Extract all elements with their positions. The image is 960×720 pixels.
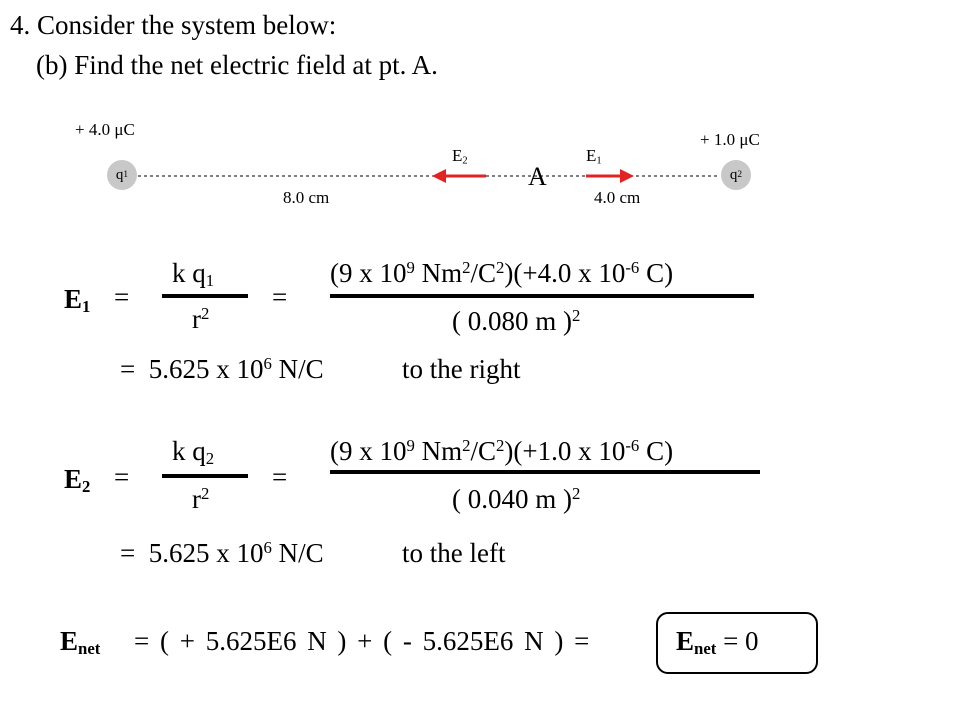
distance-right-label: 4.0 cm bbox=[594, 188, 641, 207]
e2-equals: = bbox=[114, 462, 130, 492]
e2-denominator: $r^2$ bbox=[192, 483, 210, 514]
q2-charge-icon: q 2 bbox=[721, 160, 751, 190]
e1-substitution-denominator: ( 0.080 m )$^2$ bbox=[452, 305, 581, 336]
e1-substitution-bar bbox=[330, 294, 754, 298]
diagram-lines bbox=[0, 0, 960, 220]
q1-charge-value: + 4.0 μC bbox=[75, 120, 135, 139]
e1-numerator: k $q_1$ bbox=[172, 258, 215, 291]
point-a-label: A bbox=[528, 162, 547, 191]
e1-equals-2: = bbox=[272, 282, 288, 312]
e1-label: $E_1$ bbox=[586, 146, 602, 167]
e1-result: = 5.625 x $10^6$ N/C bbox=[120, 353, 324, 384]
e2-symbol: $E_2$ bbox=[64, 464, 91, 497]
e2-result: = 5.625 x $10^6$ N/C bbox=[120, 537, 324, 568]
e1-direction: to the right bbox=[402, 354, 521, 384]
e2-direction: to the left bbox=[402, 538, 506, 568]
e1-symbol: $E_1$ bbox=[64, 284, 91, 317]
q1-charge-icon: q 1 bbox=[107, 160, 137, 190]
e2-numerator: k $q_2$ bbox=[172, 436, 215, 469]
e2-equals-2: = bbox=[272, 462, 288, 492]
e1-equals: = bbox=[114, 282, 130, 312]
e1-substitution-numerator: (9 x $10^9$ $Nm^2/C^2)(+4.0$ x $10^{-6}$ C) bbox=[330, 257, 674, 288]
e2-substitution-denominator: ( 0.040 m )$^2$ bbox=[452, 483, 581, 514]
problem-title: 4. Consider the system below: bbox=[10, 10, 337, 40]
e2-fraction-bar bbox=[162, 474, 248, 478]
e1-denominator: $r^2$ bbox=[192, 303, 210, 334]
boxed-answer: $E_{net} = 0$ bbox=[676, 626, 759, 659]
e1-arrowhead bbox=[620, 169, 634, 183]
q2-charge-value: + 1.0 μC bbox=[700, 130, 760, 149]
problem-subtitle: (b) Find the net electric field at pt. A. bbox=[36, 50, 438, 80]
e2-label: $E_2$ bbox=[452, 146, 468, 167]
e1-fraction-bar bbox=[162, 294, 248, 298]
e2-substitution-numerator: (9 x $10^9$ $Nm^2/C^2)(+1.0$ x $10^{-6}$ C) bbox=[330, 435, 674, 466]
distance-left-label: 8.0 cm bbox=[283, 188, 330, 207]
net-field-expression: = ( + 5.625E6 N ) + ( - 5.625E6 N ) = bbox=[134, 626, 590, 656]
e2-arrowhead bbox=[432, 169, 446, 183]
enet-symbol: $E_{net}$ bbox=[60, 626, 101, 659]
e2-substitution-bar bbox=[330, 470, 760, 474]
